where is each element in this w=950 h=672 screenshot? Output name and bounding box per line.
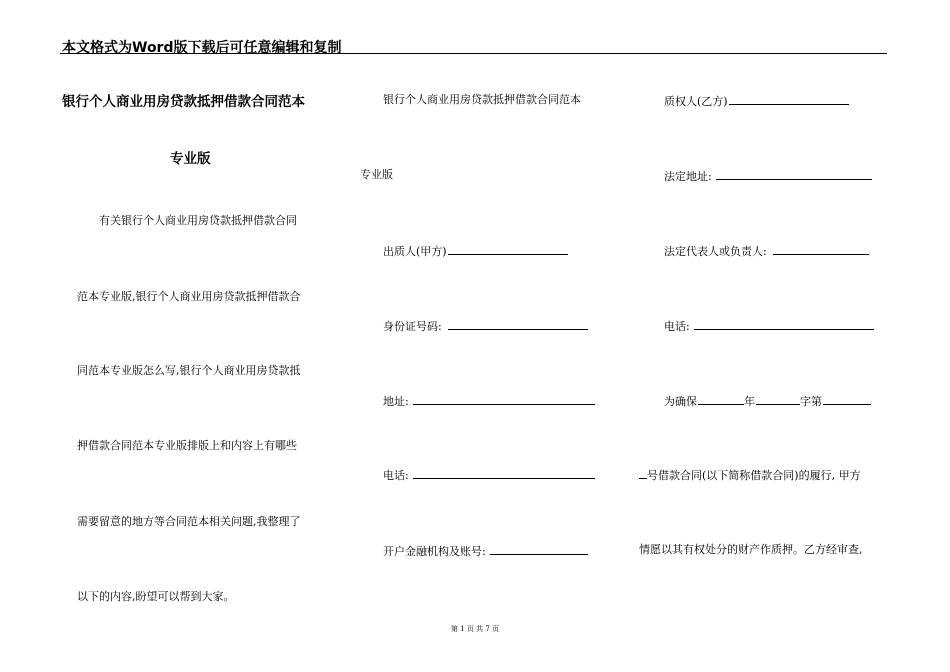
pledgee-label: 质权人(乙方) [664,95,728,108]
page-number: 第 1 页 共 7 页 [450,625,500,633]
ensure-line [664,393,871,409]
legal-rep-field [664,243,869,259]
paragraph-line: 押借款合同范本专业版排版上和内容上有哪些 [77,439,297,452]
legal-rep-blank [773,243,869,255]
id-number-label: 身份证号码: [383,320,442,333]
legal-address-blank [716,168,872,180]
document-subtitle: 专业版 [170,151,211,167]
pledgee-phone-field [664,318,874,334]
pledgee-field [664,93,849,109]
ensure-prefix: 为确保 [664,395,697,408]
contract-subtitle: 专业版 [360,168,393,181]
number-blank [823,393,871,405]
page-header: 本文格式为Word版下载后可任意编辑和复制 [62,40,342,56]
pledgee-phone-blank [694,318,874,330]
legal-address-field [664,168,872,184]
contract-number-blank [639,467,647,479]
paragraph-line: 范本专业版,银行个人商业用房贷款抵押借款合 [77,290,301,303]
address-field [383,393,595,409]
bank-account-field [383,543,588,559]
contract-clause-text: 号借款合同(以下简称借款合同)的履行, 甲方 [647,469,861,482]
pledgor-field [383,243,568,259]
address-label: 地址: [383,395,409,408]
char-label: 字第 [800,395,822,408]
pledgee-phone-label: 电话: [664,320,690,333]
year-label: 年 [744,395,755,408]
pledgor-blank [448,243,568,255]
bank-account-label: 开户金融机构及账号: [383,545,486,558]
header-divider [60,53,887,54]
willing-clause-text: 情愿以其有权处分的财产作质押。乙方经审查, [639,543,863,556]
phone-blank [413,467,595,479]
phone-label: 电话: [383,469,409,482]
document-title: 银行个人商业用房贷款抵押借款合同范本 [62,94,305,110]
legal-rep-label: 法定代表人或负责人: [664,245,767,258]
year-blank [756,393,800,405]
contract-clause-line [639,467,861,483]
pledgor-label: 出质人(甲方) [383,245,447,258]
pledgee-blank [729,93,849,105]
paragraph-line: 同范本专业版怎么写,银行个人商业用房贷款抵 [77,364,301,377]
address-blank [413,393,595,405]
paragraph-line: 需要留意的地方等合同范本相关问题,我整理了 [77,515,301,528]
bank-account-blank [490,543,588,555]
legal-address-label: 法定地址: [664,170,712,183]
id-number-field [383,318,588,334]
ensure-blank [698,393,744,405]
phone-field [383,467,595,483]
paragraph-line: 以下的内容,盼望可以帮到大家。 [77,590,235,603]
contract-title: 银行个人商业用房贷款抵押借款合同范本 [383,93,581,106]
id-number-blank [448,318,588,330]
paragraph-line: 有关银行个人商业用房贷款抵押借款合同 [99,214,297,227]
